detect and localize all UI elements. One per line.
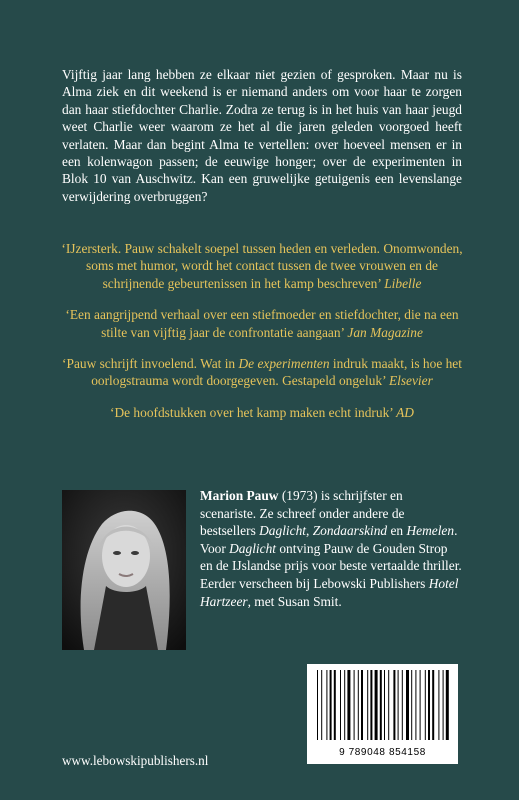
barcode-bar bbox=[443, 670, 444, 740]
barcode-bar bbox=[344, 670, 345, 740]
back-cover-blurb: Vijftig jaar lang hebben ze elkaar niet gezien of gesproken. Maar nu is Alma ziek en dit weekend is er niemand anders om voor haar te zorgen dan haar stiefdochter Charlie. Zodra ze terug is in het huis van haar jeugd weet Charlie weer waarom ze het al die jaren geleden voorgoed heeft verlaten. Maar dan begint Alma te vertellen: over hoeveel mensen er in een kolenwagon passen; de eeuwige honger; over de experimenten in Blok 10 van Auschwitz. Kan een gruwelijke getuigenis een levenslange verwijdering overbruggen? bbox=[62, 67, 462, 204]
book-title: De experimenten bbox=[238, 356, 330, 372]
author-name: Marion Pauw bbox=[200, 488, 279, 503]
barcode-bars bbox=[307, 664, 458, 748]
barcode-bar bbox=[330, 670, 332, 740]
review-quote bbox=[60, 355, 464, 390]
barcode-bar bbox=[402, 670, 403, 740]
barcode-bar bbox=[411, 670, 412, 740]
publisher-website[interactable]: www.lebowskipublishers.nl bbox=[62, 753, 209, 768]
book-title: Daglicht bbox=[229, 540, 277, 556]
barcode-bar bbox=[415, 670, 416, 740]
barcode-number: 9 789048 854158 bbox=[339, 747, 426, 758]
barcode-bar bbox=[375, 670, 378, 740]
barcode-bar bbox=[334, 670, 336, 740]
barcode-bar bbox=[446, 670, 449, 740]
bio-text: . Voor bbox=[200, 523, 458, 556]
barcode-bar bbox=[388, 670, 389, 740]
quote-source: Libelle bbox=[384, 275, 422, 291]
review-quotes bbox=[60, 240, 464, 435]
barcode-bar bbox=[420, 670, 421, 740]
barcode-bar bbox=[428, 670, 430, 740]
barcode-bar bbox=[347, 670, 350, 740]
barcode-bar bbox=[321, 670, 322, 740]
barcode-bar bbox=[326, 670, 327, 740]
review-quote bbox=[60, 404, 464, 421]
quote-text: ‘De hoofdstukken over het kamp maken echt indruk’ bbox=[110, 404, 393, 420]
barcode-bar bbox=[380, 670, 382, 740]
bio-text: , met Susan Smit. bbox=[247, 593, 342, 609]
quote-source: Jan Magazine bbox=[347, 324, 423, 340]
book-title: Hemelen bbox=[406, 523, 455, 539]
bio-text: (1973) is schrijfster en scenariste. Ze schreef onder andere de bestsellers bbox=[200, 488, 405, 539]
bio-text: , bbox=[306, 523, 313, 539]
barcode-bar bbox=[317, 670, 318, 740]
bio-text: en bbox=[387, 523, 407, 539]
barcode-bar bbox=[354, 670, 355, 740]
book-title: Hotel Hartzeer bbox=[200, 575, 459, 609]
barcode-bar bbox=[432, 670, 434, 740]
barcode-bar bbox=[340, 670, 341, 740]
barcode-bar bbox=[398, 670, 399, 740]
book-title: Zondaarskind bbox=[312, 523, 388, 539]
quote-source: Elsevier bbox=[388, 373, 433, 389]
book-title: Daglicht bbox=[259, 523, 307, 539]
bio-text: ontving Pauw de Gouden Strop en de IJslandse prijs voor beste vertaalde thriller. Eerder verscheen bij Lebowski Publishers bbox=[200, 540, 462, 591]
quote-text: indruk maakt, is hoe het oorlogstrauma wordt doorgegeven. Gestapeld ongeluk’ bbox=[91, 356, 462, 389]
quote-text: ‘Een aangrijpend verhaal over een stiefmoeder en stiefdochter, die na een stilte van vijftig jaar de confrontatie aangaan’ bbox=[65, 307, 459, 340]
barcode-bar bbox=[384, 670, 385, 740]
review-quote bbox=[60, 306, 464, 341]
barcode-bar bbox=[393, 670, 395, 740]
barcode-bar bbox=[370, 670, 372, 740]
barcode-bar bbox=[425, 670, 426, 740]
barcode-bar bbox=[367, 670, 368, 740]
barcode-bar bbox=[358, 670, 359, 740]
quote-text: ‘Pauw schrijft invoelend. Wat in bbox=[62, 356, 239, 372]
quote-text: ‘IJzersterk. Pauw schakelt soepel tussen heden en verleden. Onomwonden, soms met humor, wordt het contact tussen de twee vrouwen en de schrijnende gebeurtenissen in het kamp beschreven’ bbox=[61, 241, 463, 291]
barcode-bar bbox=[438, 670, 439, 740]
author-bio bbox=[200, 487, 462, 610]
author-portrait-image bbox=[62, 490, 186, 650]
barcode-bar bbox=[361, 670, 363, 740]
barcode-bar bbox=[406, 670, 409, 740]
isbn-barcode bbox=[307, 664, 458, 764]
author-photo bbox=[62, 490, 186, 650]
quote-source: AD bbox=[396, 404, 414, 420]
review-quote bbox=[60, 240, 464, 292]
